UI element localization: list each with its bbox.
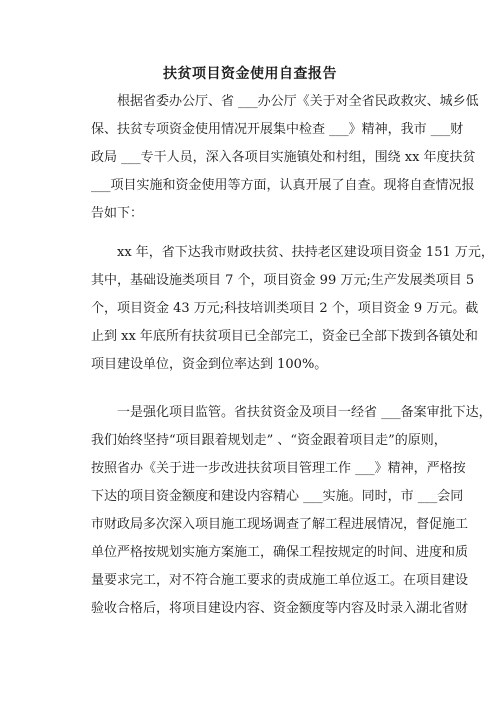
paragraph-3-line-8: 验收合格后，将项目建设内容、资金额度等内容及时录入湖北省财 (91, 601, 469, 616)
paragraph-3-line-5: 市财政局多次深入项目施工现场调查了解工程进展情况，督促施工 (91, 517, 469, 532)
paragraph-1-line-5: 告如下： (91, 206, 144, 221)
paragraph-2-line-3: 个，项目资金 43 万元;科技培训类项目 2 个，项目资金 9 万元。截 (91, 301, 479, 316)
paragraph-3-line-6: 单位严格按规划实施方案施工，确保工程按规定的时间、进度和质 (91, 545, 469, 560)
paragraph-2-line-1: xx 年，省下达我市财政扶贫、扶持老区建设项目资金 151 万元， (117, 245, 494, 260)
paragraph-3-line-1: 一是强化项目监管。省扶贫资金及项目一经省 ___备案审批下达， (117, 405, 492, 420)
paragraph-1-line-4: ___项目实施和资金使用等方面，认真开展了自查。现将自查情况报 (91, 178, 475, 193)
paragraph-3-line-3: 按照省办《关于进一步改进扶贫项目管理工作 ___》精神，严格按 (91, 461, 466, 476)
paragraph-3-line-4: 下达的项目资金额度和建设内容精心 ___实施。同时，市 ___会同 (91, 489, 464, 504)
paragraph-1-line-1: 根据省委办公厅、省 ___办公厅《关于对全省民政救灾、城乡低 (117, 94, 479, 109)
paragraph-3-line-7: 量要求完工，对不符合施工要求的责成施工单位返工。在项目建设 (91, 573, 469, 588)
paragraph-2-line-2: 其中，基础设施类项目 7 个，项目资金 99 万元;生产发展类项目 5 (91, 273, 475, 288)
document-title: 扶贫项目资金使用自查报告 (163, 66, 337, 82)
paragraph-3-line-2: 我们始终坚持“项目跟着规划走” 、“资金跟着项目走”的原则， (91, 433, 447, 448)
paragraph-1-line-2: 保、扶贫专项资金使用情况开展集中检查 ___》精神，我市 ___财 (91, 122, 464, 137)
paragraph-2-line-4: 止到 xx 年底所有扶贫项目已全部完工，资金已全部下拨到各镇处和 (91, 329, 478, 344)
paragraph-2-line-5: 项目建设单位，资金到位率达到 100%。 (91, 357, 328, 372)
paragraph-1-line-3: 政局 ___专干人员，深入各项目实施镇处和村组，围绕 xx 年度扶贫 (91, 150, 476, 165)
